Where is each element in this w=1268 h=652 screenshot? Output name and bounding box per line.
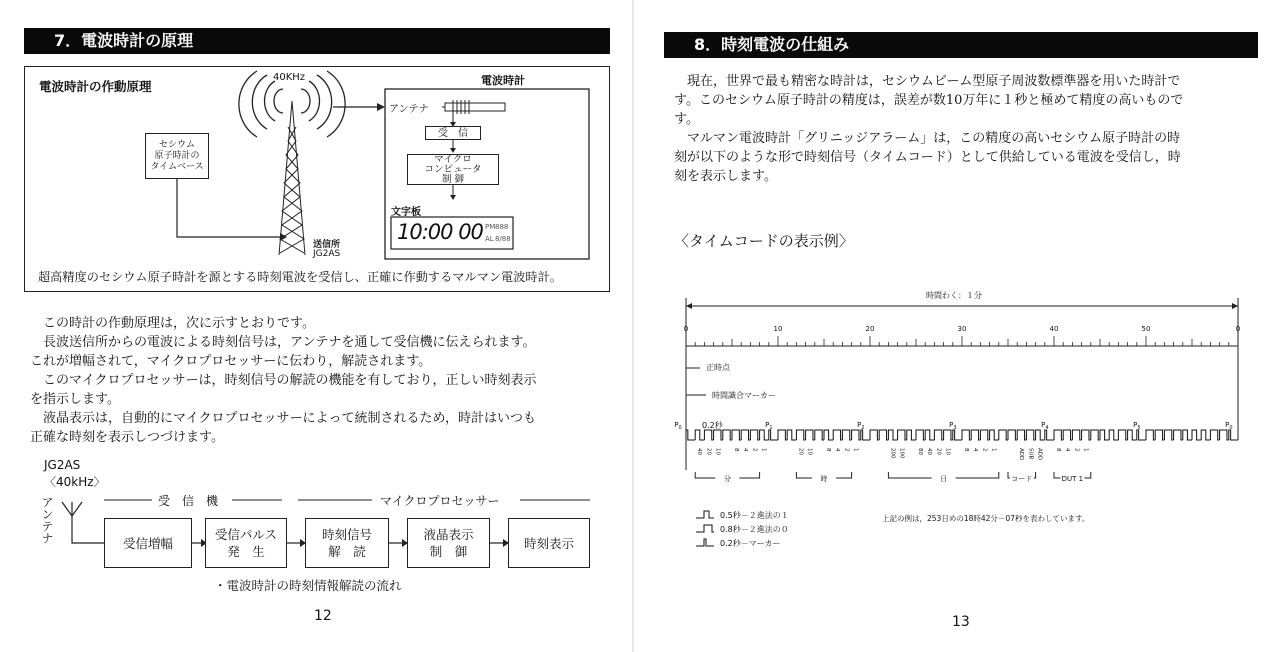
flow-station: JG2AS [44,458,81,472]
pulse-note: 0.2秒 [702,421,723,430]
bit-weight-label: ADD [1036,448,1043,461]
group-label: 分 [723,475,731,483]
svg-text:PM: PM [485,223,496,231]
bit-weight-label: 80 [917,448,923,455]
bit-weight-label: 1 [852,448,859,452]
paragraph-line: す。このセシウム原子時計の精度は，誤差が数10万年に１秒と極めて精度の高いもので [674,93,1184,108]
antenna-label: アンテナ [389,104,429,115]
flow-frequency: 〈40kHz〉 [44,475,106,489]
flow-box-lcd-control: 液晶表示 制 御 [407,518,490,568]
paragraph-line: 液晶表示は，自動的にマイクロプロセッサーによって統制されるため，時計はいつも [30,411,536,426]
arrow-head [1232,303,1238,309]
paragraph-line: これが増幅されて，マイクロプロセッサーに伝わり，解読されます。 [30,354,432,369]
bit-weight-label: 1 [1082,448,1089,452]
paragraph-line: す。 [674,112,699,127]
bit-weight-label: 10 [806,448,813,455]
example-note: 上記の例は，253日めの18時42分－07秒を表わしています。 [882,514,1090,523]
group-label: 日 [940,475,948,483]
scale-label: 0 [683,325,689,333]
microcomputer-box: マイクロ コンピュータ 制 御 [407,154,499,185]
bit-weight-label: 10 [714,448,721,455]
scale-label: 40 [1049,325,1059,333]
paragraph-line: 刻が以下のような形で時刻信号（タイムコード）として供給している電波を受信し，時 [674,150,1181,165]
legend-zero: 0.8秒－２進法の０ [720,525,789,534]
flow-box-pulse: 受信パルス 発 生 [205,518,287,568]
bit-weight-label: 200 [889,448,896,459]
flow-caption: ・電波時計の時刻情報解読の流れ [214,578,402,593]
bit-weight-label: 20 [935,448,942,455]
bit-weight-label: 40 [696,448,703,455]
marker-label: 時間識合マーカー [712,391,776,400]
paragraph-line: 現在，世界で最も精密な時計は，セシウムビーム型原子周波数標準器を用いた時計で [674,74,1181,89]
microprocessor-group-label: マイクロプロセッサー [380,494,500,508]
legend-marker: 0.2秒－マーカー [720,539,781,548]
page-number: 12 [314,608,332,624]
scale-label: 10 [773,325,783,333]
paragraph-line: このマイクロプロセッサーは，時刻信号の解読の機能を有しており，正しい時刻表示 [30,373,537,388]
bit-weight-label: 2 [843,448,850,452]
scale-label: 50 [1141,325,1151,333]
subheading: 〈タイムコードの表示例〉 [674,232,854,250]
legend-one: 0.5秒－２進法の１ [720,511,789,520]
station-label: 送信所 [313,240,341,250]
bit-weight-label: 1 [760,448,767,452]
cesium-clock-box: セシウム 原子時計の タイムベース [145,133,209,179]
bit-weight-label: 2 [1073,448,1080,452]
bit-weight-label: 8 [1055,448,1061,452]
svg-text:888: 888 [495,223,509,231]
pulse-train [686,430,1238,440]
bit-weight-label: 1 [990,448,997,452]
scale-label: 30 [957,325,967,333]
scale-label: 0 [1235,325,1241,333]
flow-antenna-label: アンテナ [40,496,54,544]
bit-weight-label: 4 [834,448,841,452]
flow-box-decode: 時刻信号 解 読 [305,518,389,568]
p-marker-label: $P_2$ [857,421,865,431]
bit-weight-label: SUB [1027,448,1034,460]
paragraph-line: この時計の作動原理は，次に示すとおりです。 [30,316,315,331]
bit-weight-label: 40 [926,448,933,455]
paragraph-line: 正確な時刻を表示しつづけます。 [30,430,224,445]
clock-label: 電波時計 [481,74,525,87]
scale-label: 20 [865,325,875,333]
receiver-group-label: 受 信 機 [158,494,219,508]
time-frame-label: 時間わく：１分 [926,291,982,300]
svg-text:AL: AL [485,235,494,243]
legend-pulse-icon [696,511,714,518]
flow-box-amplifier: 受信増幅 [104,518,192,568]
bit-weight-label: 20 [705,448,712,455]
paragraph-line: を指示します。 [30,392,120,407]
arrow-head [686,303,692,309]
paragraph-line: 刻を表示します。 [674,169,777,184]
legend-pulse-icon [696,525,714,532]
paragraph-line: マルマン電波時計「グリニッジアラーム」は，この精度の高いセシウム原子時計の時 [674,131,1181,146]
station-code: JG2AS [313,249,341,259]
page-13 [634,0,1268,652]
p-marker-label: $P_3$ [949,421,957,431]
p-marker-label: $P_0$ [1225,421,1233,431]
bit-weight-label: 20 [797,448,804,455]
group-label: コード [1011,475,1033,483]
bit-weight-label: 4 [972,448,979,452]
bit-weight-label: 8 [733,448,739,452]
timecode-diagram [634,0,1268,652]
paragraph-line: 長波送信所からの電波による時刻信号は，アンテナを通して受信機に伝えられます。 [30,335,536,350]
receiver-box: 受 信 [425,126,481,140]
bit-weight-label: 100 [898,448,905,459]
lcd-time-display: 10:00 00 [397,220,483,244]
bit-weight-label: 8 [963,448,969,452]
p-marker-label: $P_0$ [674,421,682,431]
bit-weight-label: 8 [825,448,831,452]
section-title: 7．電波時計の原理 [54,31,194,50]
bit-weight-label: 4 [1064,448,1071,452]
bit-weight-label: 2 [981,448,988,452]
figure-title: 電波時計の作動原理 [39,79,152,94]
antenna-icon [62,502,104,543]
bit-weight-label: ADD [1018,448,1025,461]
bit-weight-label: 10 [944,448,951,455]
flow-box-display: 時刻表示 [508,518,590,568]
figure-caption: 超高精度のセシウム原子時計を源とする時刻電波を受信し、正確に作動するマルマン電波時計。 [38,270,562,284]
group-label: 時 [820,475,828,483]
frequency-label: 40KHz [273,72,306,83]
bit-weight-label: 4 [742,448,749,452]
dial-label: 文字板 [391,207,421,218]
bit-weight-label: 2 [751,448,758,452]
section-title: 8．時刻電波の仕組み [694,35,850,54]
p-marker-label: $P_5$ [1133,421,1141,431]
on-time-label: 正時点 [706,363,730,372]
page-number: 13 [952,614,970,630]
group-label: DUT 1 [1061,475,1084,483]
p-marker-label: $P_1$ [765,421,773,431]
svg-text:8/88: 8/88 [495,235,511,243]
legend-pulse-icon [696,539,714,546]
p-marker-label: $P_4$ [1041,421,1049,431]
